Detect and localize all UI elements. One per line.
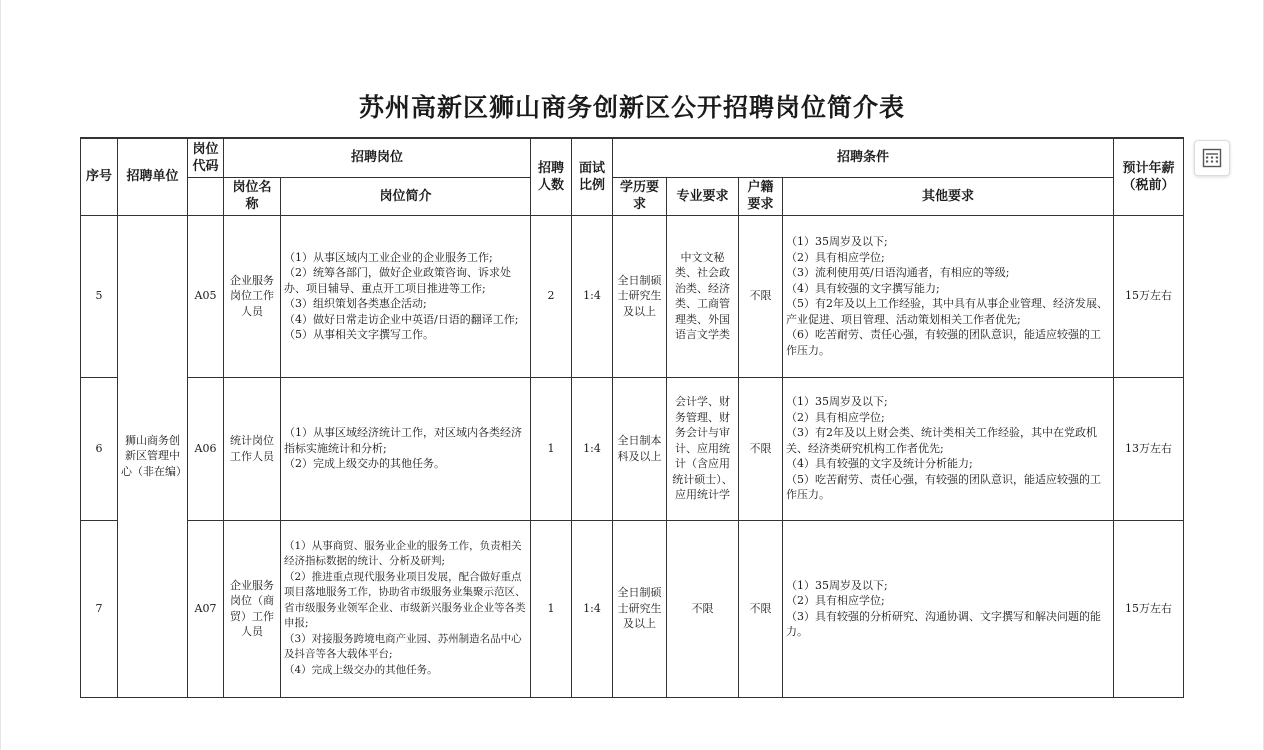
header-position-name: 岗位名称 <box>224 177 281 215</box>
cell-hukou: 不限 <box>739 215 783 377</box>
list-item: （3）组织策划各类惠企活动; <box>284 297 427 310</box>
header-conditions: 招聘条件 <box>613 138 1114 177</box>
table-row <box>81 215 1184 377</box>
cell-headcount: 2 <box>531 215 572 377</box>
cell-unit: 狮山商务创新区管理中心（非在编） <box>118 215 188 697</box>
list-item: （2）统筹各部门，做好企业政策咨询、诉求处办、项目辅导、重点开工项目推进等工作; <box>284 266 511 295</box>
cell-ratio: 1:4 <box>572 215 613 377</box>
page-title: 苏州高新区狮山商务创新区公开招聘岗位简介表 <box>358 93 905 122</box>
list-item: （2）具有相应学位; <box>786 410 885 424</box>
header-headcount: 招聘人数 <box>531 138 572 215</box>
cell-major: 中文文秘类、社会政治类、经济类、工商管理类、外国语言文学类 <box>667 215 739 377</box>
list-item: （1）35周岁及以下; <box>786 395 888 409</box>
header-other: 其他要求 <box>783 177 1114 215</box>
list-item: （1）从事区域内工业企业的企业服务工作; <box>284 250 493 264</box>
header-position: 招聘岗位 <box>224 138 531 177</box>
cell-education: 全日制硕士研究生及以上 <box>613 520 667 697</box>
cell-position-name: 统计岗位工作人员 <box>224 377 281 520</box>
header-major: 专业要求 <box>667 177 739 215</box>
header-position-intro: 岗位简介 <box>281 177 531 215</box>
list-item: （4）具有较强的文字撰写能力; <box>786 281 940 295</box>
list-item: （3）具有较强的分析研究、沟通协调、文字撰写和解决问题的能力。 <box>786 609 1102 638</box>
cell-position-intro <box>281 377 531 520</box>
header-hukou: 户籍要求 <box>739 177 783 215</box>
cell-seq: 6 <box>81 377 118 520</box>
header-education: 学历要求 <box>613 177 667 215</box>
cell-position-intro <box>281 215 531 377</box>
calculator-button[interactable] <box>1194 140 1230 176</box>
header-unit: 招聘单位 <box>118 138 188 215</box>
cell-other <box>783 377 1114 520</box>
list-item: （4）做好日常走访企业中英语/日语的翻译工作; <box>284 312 519 326</box>
cell-hukou: 不限 <box>739 377 783 520</box>
cell-seq: 5 <box>81 215 118 377</box>
list-item: （5）有2年及以上工作经验，其中具有从事企业管理、经济发展、产业促进、项目管理、活动策划相关工作者优先; <box>786 297 1109 326</box>
list-item: （1）从事商贸、服务业企业的服务工作，负责相关经济指标数据的统计、分析及研判; <box>284 539 522 568</box>
cell-position-name: 企业服务岗位（商贸）工作人员 <box>224 520 281 697</box>
cell-position-name: 企业服务岗位工作人员 <box>224 215 281 377</box>
list-item: （2）具有相应学位; <box>786 250 885 264</box>
list-item: （1）35周岁及以下; <box>786 235 888 248</box>
cell-other <box>783 520 1114 697</box>
list-item: （3）有2年及以上财会类、统计类相关工作经验，其中在党政机关、经济类研究机构工作者优先; <box>786 426 1098 455</box>
cell-salary: 15万左右 <box>1114 215 1184 377</box>
cell-code: A05 <box>188 215 224 377</box>
table-row <box>81 377 1184 520</box>
list-item: （1）35周岁及以下; <box>786 578 888 592</box>
list-item: （4）完成上级交办的其他任务。 <box>284 663 438 676</box>
header-ratio: 面试比例 <box>572 138 613 215</box>
cell-hukou: 不限 <box>739 520 783 697</box>
header-code-spacer <box>188 177 224 215</box>
header-seq: 序号 <box>81 138 118 215</box>
list-item: （6）吃苦耐劳、责任心强，有较强的团队意识，能适应较强的工作压力。 <box>786 328 1102 357</box>
list-item: （3）流利使用英/日语沟通者，有相应的等级; <box>786 266 1010 279</box>
list-item: （2）推进重点现代服务业项目发展，配合做好重点项目落地服务工作，协助省市级服务业集聚示范区、省市级服务业领军企业、市级新兴服务业企业等各类申报; <box>284 570 526 630</box>
cell-salary: 15万左右 <box>1114 520 1184 697</box>
list-item: （2）具有相应学位; <box>786 594 885 607</box>
cell-major: 不限 <box>667 520 739 697</box>
list-item: （3）对接服务跨境电商产业园、苏州制造名品中心及抖音等各大载体平台; <box>284 632 522 661</box>
list-item: （1）从事区域经济统计工作，对区域内各类经济指标实施统计和分析; <box>284 426 522 455</box>
cell-code: A06 <box>188 377 224 520</box>
list-item: （5）从事相关文字撰写工作。 <box>284 328 434 341</box>
calculator-icon <box>1201 147 1223 169</box>
cell-education: 全日制硕士研究生及以上 <box>613 215 667 377</box>
cell-seq: 7 <box>81 520 118 697</box>
cell-headcount: 1 <box>531 377 572 520</box>
cell-salary: 13万左右 <box>1114 377 1184 520</box>
cell-code: A07 <box>188 520 224 697</box>
cell-ratio: 1:4 <box>572 377 613 520</box>
list-item: （4）具有较强的文字及统计分析能力; <box>786 457 973 471</box>
jobs-table <box>80 137 1184 698</box>
cell-other <box>783 215 1114 377</box>
list-item: （5）吃苦耐劳、责任心强，有较强的团队意识，能适应较强的工作压力。 <box>786 472 1102 502</box>
header-salary: 预计年薪（税前） <box>1114 138 1184 215</box>
header-position-code: 岗位代码 <box>188 138 224 177</box>
cell-position-intro <box>281 520 531 697</box>
cell-major: 会计学、财务管理、财务会计与审计、应用统计（含应用统计硕士）、应用统计学 <box>667 377 739 520</box>
table-row <box>81 520 1184 697</box>
cell-headcount: 1 <box>531 520 572 697</box>
cell-education: 全日制本科及以上 <box>613 377 667 520</box>
list-item: （2）完成上级交办的其他任务。 <box>284 457 445 471</box>
cell-ratio: 1:4 <box>572 520 613 697</box>
